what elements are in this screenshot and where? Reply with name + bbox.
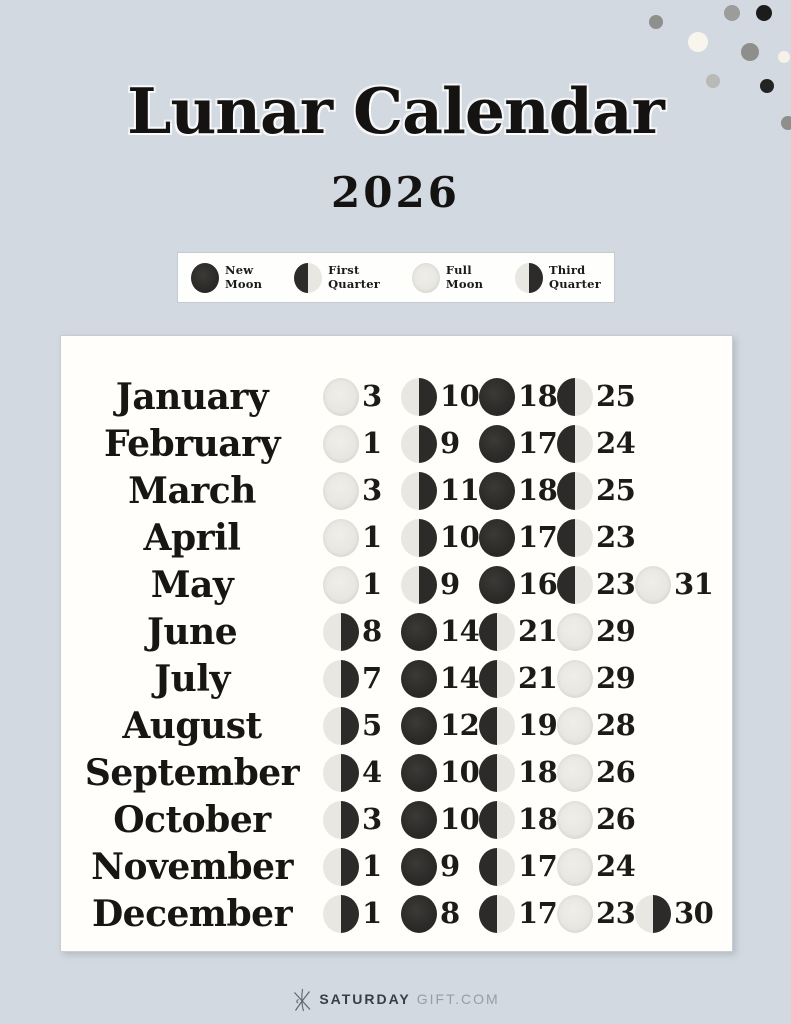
moon-phase-entry <box>401 472 479 510</box>
moon-phase-entry <box>479 378 557 416</box>
month-row <box>61 561 732 608</box>
moon-phase-entry <box>401 848 479 886</box>
phase-day: 23 <box>596 520 636 554</box>
brand-name: SATURDAY <box>319 991 411 1007</box>
legend-item-label: New Moon <box>225 263 263 291</box>
legend <box>177 252 615 303</box>
moon-phase-entry <box>323 754 401 792</box>
full-moon-icon <box>557 754 593 792</box>
moon-phase-entry <box>323 707 401 745</box>
moon-phase-entry <box>401 566 479 604</box>
full-moon-icon <box>557 848 593 886</box>
moon-phase-entry <box>323 566 401 604</box>
full-moon-icon <box>635 566 671 604</box>
phase-day: 29 <box>596 661 636 695</box>
moon-phase-entry <box>479 895 557 933</box>
full-moon-icon <box>323 378 359 416</box>
moon-phase-entry <box>557 519 635 557</box>
phase-day: 24 <box>596 426 636 460</box>
month-label: July <box>154 657 230 700</box>
third-moon-icon <box>323 848 359 886</box>
full-moon-icon <box>557 707 593 745</box>
phase-day: 1 <box>362 520 382 554</box>
phase-day: 8 <box>362 614 382 648</box>
phase-day: 26 <box>596 802 636 836</box>
moon-phase-entry <box>479 566 557 604</box>
third-moon-icon <box>323 660 359 698</box>
moon-phase-entry <box>401 519 479 557</box>
moon-phase-entry <box>479 848 557 886</box>
sparkle-asterisk-icon <box>291 986 313 1012</box>
new-moon-icon <box>401 707 437 745</box>
new-moon-icon <box>191 263 219 293</box>
moon-phase-entry <box>479 425 557 463</box>
moon-phase-entry <box>557 801 635 839</box>
phase-day: 1 <box>362 896 382 930</box>
phase-day: 3 <box>362 473 382 507</box>
phase-day: 10 <box>440 520 480 554</box>
full-moon-icon <box>557 660 593 698</box>
legend-item <box>412 263 483 293</box>
first-moon-icon <box>479 660 515 698</box>
moon-phase-entry <box>557 895 635 933</box>
new-moon-icon <box>479 519 515 557</box>
moon-phase-entry <box>323 660 401 698</box>
moon-phase-entry <box>323 519 401 557</box>
confetti-dot <box>756 5 772 21</box>
new-moon-icon <box>401 895 437 933</box>
new-moon-icon <box>401 660 437 698</box>
first-moon-icon <box>557 425 593 463</box>
phase-day: 24 <box>596 849 636 883</box>
calendar-grid <box>61 373 732 937</box>
phase-day: 18 <box>518 755 558 789</box>
third-moon-icon <box>323 707 359 745</box>
third-moon-icon <box>323 613 359 651</box>
page-title: Lunar Calendar <box>127 74 664 148</box>
first-moon-icon <box>557 519 593 557</box>
phase-day: 8 <box>440 896 460 930</box>
phase-day: 10 <box>440 755 480 789</box>
phase-day: 18 <box>518 473 558 507</box>
moon-phase-entry <box>323 472 401 510</box>
legend-item <box>191 263 262 293</box>
moon-phase-entry <box>479 519 557 557</box>
month-row <box>61 796 732 843</box>
third-moon-icon <box>635 895 671 933</box>
month-row <box>61 890 732 937</box>
phase-day: 17 <box>518 426 558 460</box>
month-label: January <box>115 375 269 418</box>
phase-day: 17 <box>518 896 558 930</box>
moon-phase-entry <box>401 425 479 463</box>
month-row <box>61 749 732 796</box>
month-row <box>61 608 732 655</box>
full-moon-icon <box>557 801 593 839</box>
month-row <box>61 655 732 702</box>
moon-phase-entry <box>479 660 557 698</box>
phase-day: 23 <box>596 567 636 601</box>
moon-phase-entry <box>323 378 401 416</box>
phase-day: 29 <box>596 614 636 648</box>
moon-phase-entry <box>557 566 635 604</box>
moon-phase-entry <box>557 472 635 510</box>
phase-day: 14 <box>440 661 480 695</box>
moon-phase-entry <box>557 425 635 463</box>
phase-day: 1 <box>362 567 382 601</box>
moon-phase-entry <box>401 613 479 651</box>
confetti-dot <box>688 32 708 52</box>
first-moon-icon <box>479 707 515 745</box>
first-moon-icon <box>557 472 593 510</box>
first-moon-icon <box>294 263 322 293</box>
moon-phase-entry <box>557 613 635 651</box>
moon-phase-entry <box>323 848 401 886</box>
phase-day: 21 <box>518 614 558 648</box>
full-moon-icon <box>323 519 359 557</box>
phase-day: 21 <box>518 661 558 695</box>
moon-phase-entry <box>479 707 557 745</box>
phase-day: 18 <box>518 802 558 836</box>
moon-phase-entry <box>635 895 713 933</box>
full-moon-icon <box>557 613 593 651</box>
full-moon-icon <box>323 425 359 463</box>
moon-phase-entry <box>557 848 635 886</box>
phase-day: 3 <box>362 802 382 836</box>
moon-phase-entry <box>323 895 401 933</box>
month-row <box>61 514 732 561</box>
new-moon-icon <box>479 378 515 416</box>
month-row <box>61 467 732 514</box>
first-moon-icon <box>479 801 515 839</box>
first-moon-icon <box>479 613 515 651</box>
third-moon-icon <box>401 425 437 463</box>
moon-phase-entry <box>323 801 401 839</box>
phase-day: 12 <box>440 708 480 742</box>
phase-day: 18 <box>518 379 558 413</box>
first-moon-icon <box>479 895 515 933</box>
phase-day: 26 <box>596 755 636 789</box>
month-label: February <box>103 422 281 465</box>
page-year: 2026 <box>331 168 460 217</box>
first-moon-icon <box>557 566 593 604</box>
moon-phase-entry <box>557 707 635 745</box>
month-row <box>61 702 732 749</box>
third-moon-icon <box>401 519 437 557</box>
legend-item-label: Full Moon <box>445 263 484 291</box>
phase-day: 4 <box>362 755 382 789</box>
first-moon-icon <box>479 848 515 886</box>
phase-day: 16 <box>518 567 558 601</box>
moon-phase-entry <box>557 378 635 416</box>
month-label: September <box>84 751 300 794</box>
moon-phase-entry <box>323 425 401 463</box>
phase-day: 25 <box>596 379 636 413</box>
legend-item <box>294 263 380 293</box>
third-moon-icon <box>401 378 437 416</box>
footer-brand <box>0 982 791 1016</box>
full-moon-icon <box>323 566 359 604</box>
full-moon-icon <box>557 895 593 933</box>
phase-day: 23 <box>596 896 636 930</box>
moon-phase-entry <box>401 378 479 416</box>
new-moon-icon <box>401 801 437 839</box>
first-moon-icon <box>479 754 515 792</box>
full-moon-icon <box>323 472 359 510</box>
third-moon-icon <box>401 566 437 604</box>
new-moon-icon <box>479 425 515 463</box>
month-label: August <box>122 704 262 747</box>
moon-phase-entry <box>557 660 635 698</box>
month-label: March <box>128 469 256 512</box>
new-moon-icon <box>401 613 437 651</box>
moon-phase-entry <box>323 613 401 651</box>
phase-day: 3 <box>362 379 382 413</box>
confetti-dot <box>649 15 663 29</box>
month-label: May <box>150 563 234 606</box>
third-moon-icon <box>401 472 437 510</box>
moon-phase-entry <box>479 754 557 792</box>
confetti-dot <box>724 5 740 21</box>
phase-day: 17 <box>518 849 558 883</box>
third-moon-icon <box>515 263 543 293</box>
third-moon-icon <box>323 895 359 933</box>
phase-day: 9 <box>440 849 460 883</box>
phase-day: 5 <box>362 708 382 742</box>
new-moon-icon <box>479 472 515 510</box>
phase-day: 14 <box>440 614 480 648</box>
phase-day: 10 <box>440 802 480 836</box>
phase-day: 9 <box>440 567 460 601</box>
month-label: April <box>143 516 241 559</box>
first-moon-icon <box>557 378 593 416</box>
moon-phase-entry <box>401 801 479 839</box>
phase-day: 11 <box>440 473 480 507</box>
phase-day: 25 <box>596 473 636 507</box>
phase-day: 30 <box>674 896 714 930</box>
month-label: October <box>113 798 271 841</box>
phase-day: 17 <box>518 520 558 554</box>
brand-domain: GIFT.COM <box>416 991 500 1007</box>
month-row <box>61 843 732 890</box>
new-moon-icon <box>401 754 437 792</box>
phase-day: 9 <box>440 426 460 460</box>
moon-phase-entry <box>479 613 557 651</box>
phase-day: 1 <box>362 849 382 883</box>
confetti-dot <box>778 51 790 63</box>
month-label: June <box>146 610 238 653</box>
moon-phase-entry <box>401 660 479 698</box>
moon-phase-entry <box>479 472 557 510</box>
calendar-card <box>60 335 733 952</box>
phase-day: 28 <box>596 708 636 742</box>
month-label: December <box>91 892 293 935</box>
new-moon-icon <box>479 566 515 604</box>
moon-phase-entry <box>479 801 557 839</box>
moon-phase-entry <box>401 895 479 933</box>
legend-item <box>515 263 601 293</box>
moon-phase-entry <box>401 707 479 745</box>
legend-item-label: Third Quarter <box>548 263 601 291</box>
month-row <box>61 373 732 420</box>
month-row <box>61 420 732 467</box>
legend-item-label: First Quarter <box>328 263 381 291</box>
phase-day: 7 <box>362 661 382 695</box>
full-moon-icon <box>412 263 440 293</box>
new-moon-icon <box>401 848 437 886</box>
moon-phase-entry <box>557 754 635 792</box>
third-moon-icon <box>323 754 359 792</box>
phase-day: 19 <box>518 708 558 742</box>
month-label: November <box>91 845 293 888</box>
phase-day: 1 <box>362 426 382 460</box>
confetti-dot <box>741 43 759 61</box>
moon-phase-entry <box>635 566 713 604</box>
phase-day: 31 <box>674 567 714 601</box>
phase-day: 10 <box>440 379 480 413</box>
third-moon-icon <box>323 801 359 839</box>
moon-phase-entry <box>401 754 479 792</box>
